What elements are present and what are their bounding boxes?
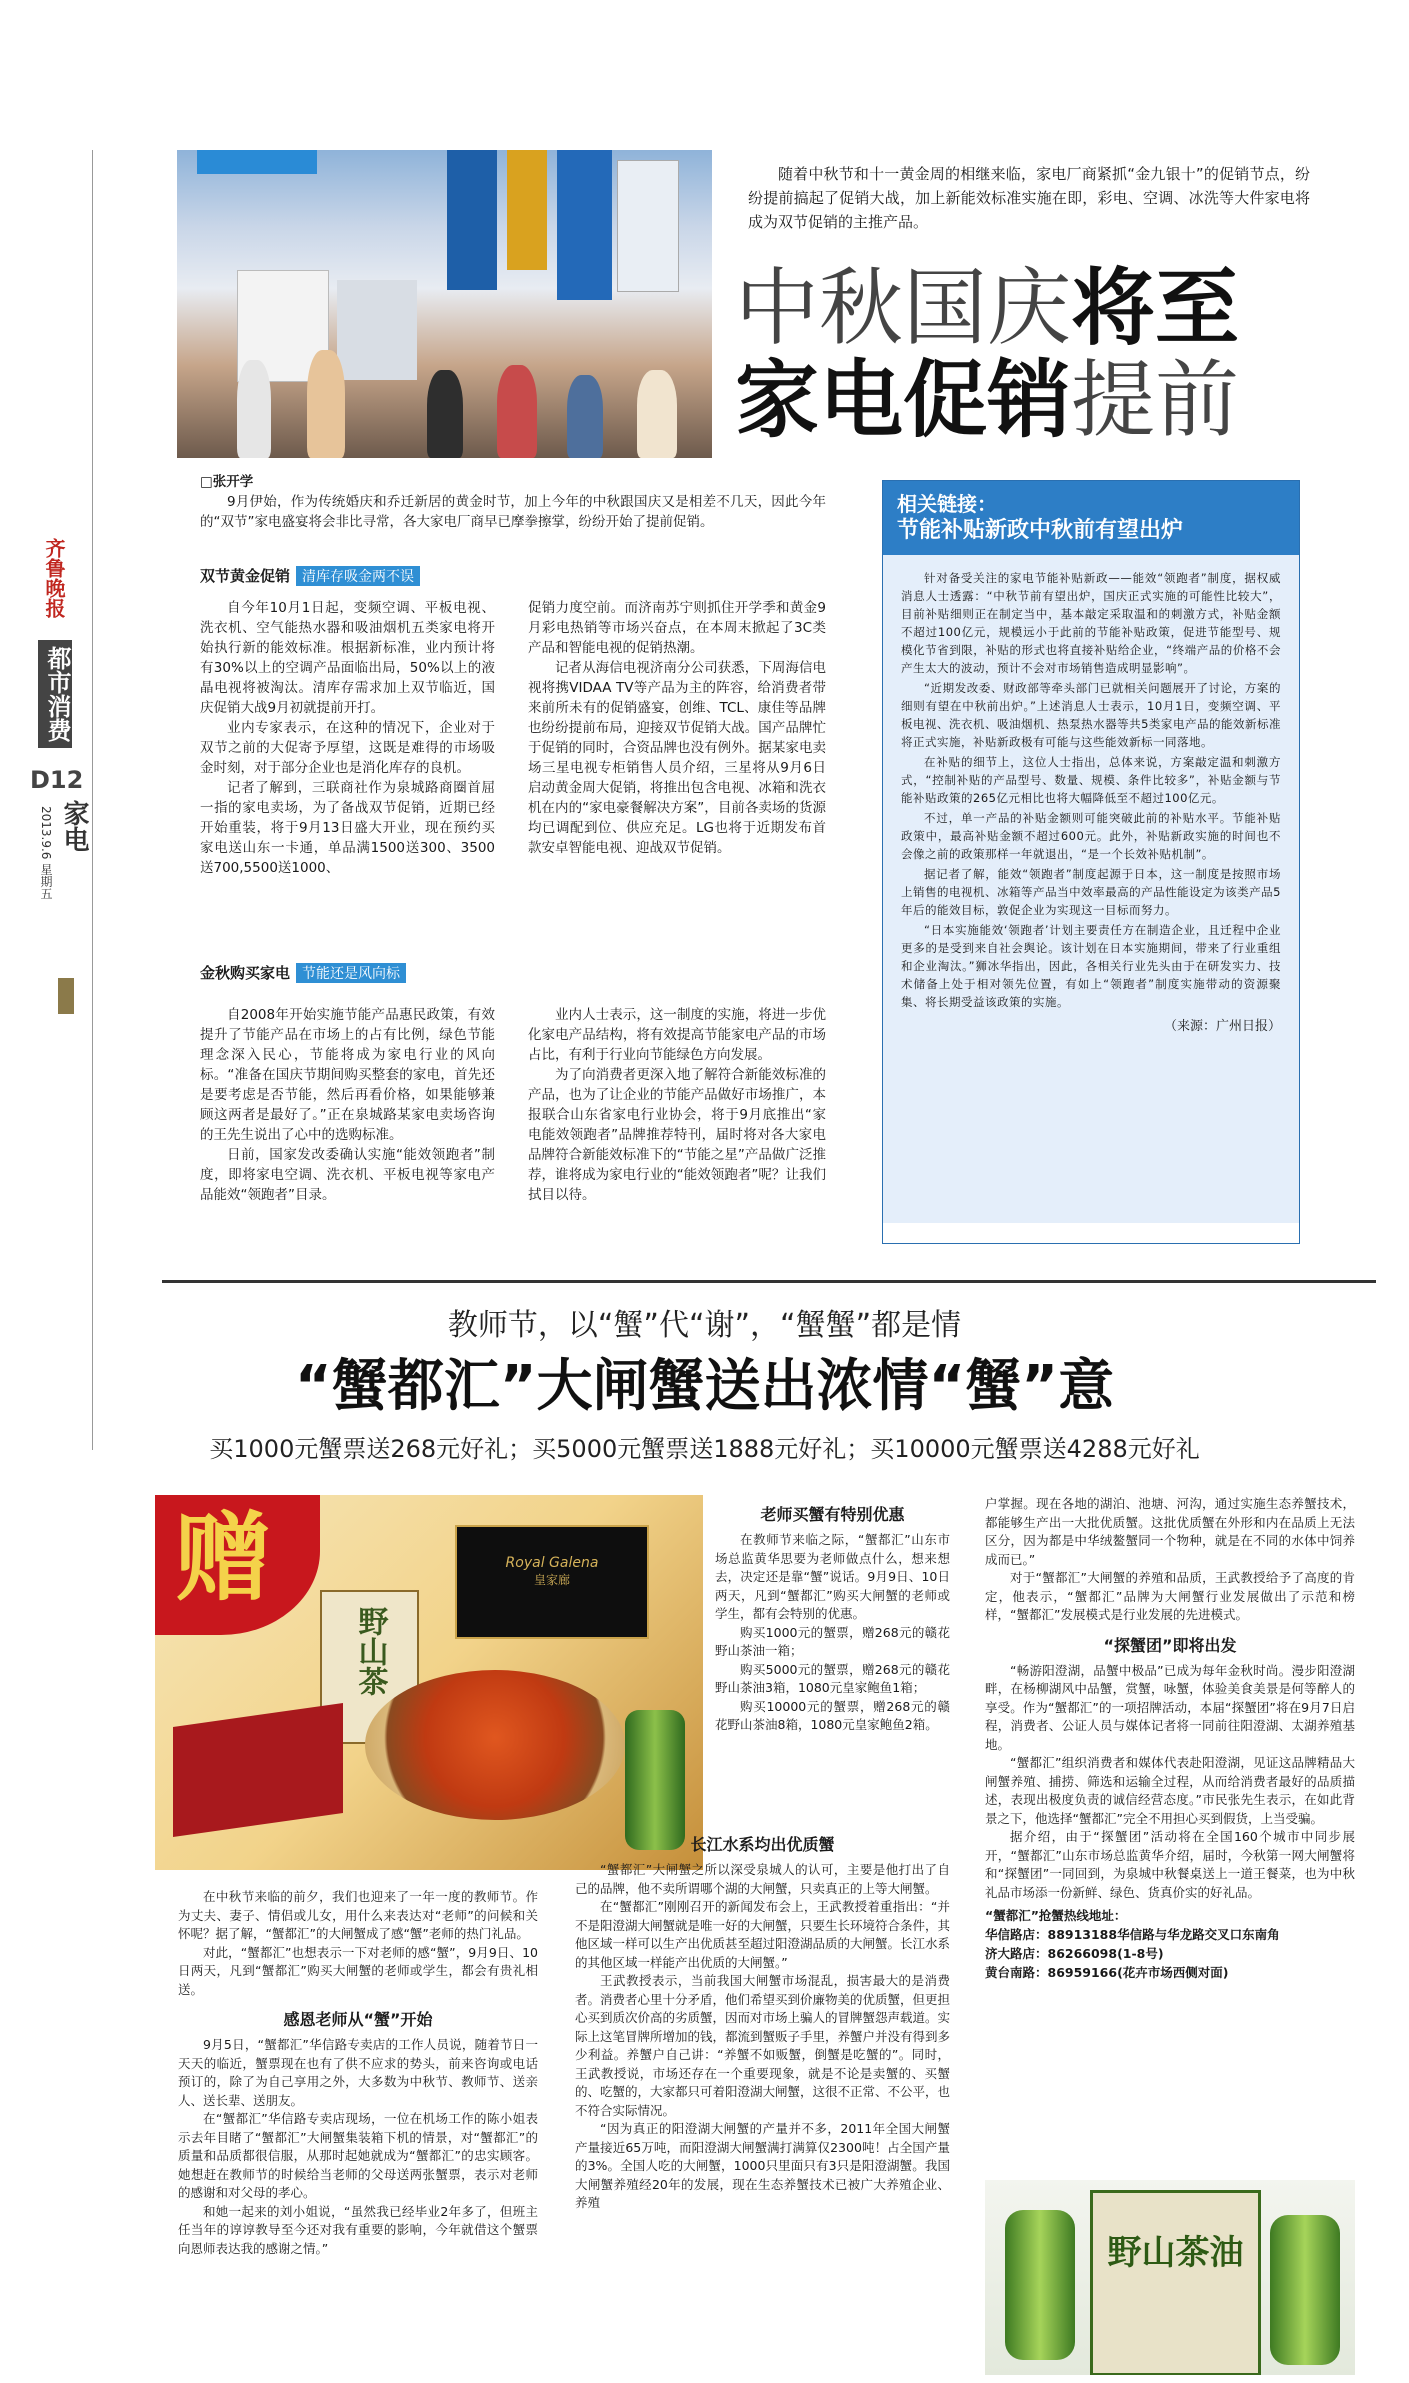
paragraph: 对于“蟹都汇”大闸蟹的养殖和品质，王武教授给予了高度的肯定，他表示，“蟹都汇”品牌为大闸蟹行业发展做出了示范和榜样，“蟹都汇”发展模式是行业发展的先进模式。 <box>985 1570 1355 1622</box>
paragraph: “蟹都汇”组织消费者和媒体代表赴阳澄湖，见证这品牌精品大闸蟹养殖、捕捞、筛选和运输全过程，从而给消费者最好的品质描述，表现出极度负责的诚信经营态度。”市民张先生表示，在如此背景之下，他选择“蟹都汇”完全不用担心买到假货，上当受骗。 <box>985 1755 1355 1826</box>
paragraph: 自2008年开始实施节能产品惠民政策，有效提升了节能产品在市场上的占有比例，绿色节能理念深入民心，节能将成为家电行业的风向标。“准备在国庆节期间购买整套的家电，首先还是要考虑是否节能，然后再看价格，如果能够兼顾这两者是最好了。”正在泉城路某家电卖场咨询的王先生说出了心中的选购标准。 <box>200 1007 495 1143</box>
article2-deck: 买1000元蟹票送268元好礼；买5000元蟹票送1888元好礼；买10000元蟹票送4288元好礼 <box>209 1435 1200 1463</box>
sidebar-title: 相关链接： <box>897 492 997 516</box>
brand-name: Royal Galena <box>505 1555 599 1571</box>
paragraph: 记者从海信电视济南分公司获悉，下周海信电视将携VIDAA TV等产品为主的阵容，给消费者带来前所未有的促销盛宴，创维、TCL、康佳等品牌也纷纷提前布局，迎接双节促销大战。国产品牌忙于促销的同时，合资品牌也没有例外。据某家电卖场三星电视专柜销售人员介绍，三星将从9月6日启动黄金周大促销，将推出包含电视、冰箱和洗衣机在内的“家电豪餐解决方案”，目前各卖场的货源均已调配到位、供应充足。LG也将于近期发布首款安卓智能电视、迎战双节促销。 <box>528 660 826 856</box>
headline-line2-bold: 家电促销 <box>735 351 1072 449</box>
paragraph: 记者了解到，三联商社作为泉城路商圈首屈一指的家电卖场，为了备战双节促销，近期已经开始重装，将于9月13日盛大开业，现在预约买家电送山东一卡通，单品满1500送300、3500送700,5500送1000、 <box>200 780 495 876</box>
brand-name-cn: 皇家廊 <box>533 1573 570 1587</box>
article2-col3 <box>985 1495 1355 1982</box>
section-heading: 长江水系均出优质蟹 <box>690 1835 835 1854</box>
sidebar-header <box>883 481 1299 555</box>
headline-line2-light: 提前 <box>1071 351 1240 449</box>
paragraph: “蟹都汇”大闸蟹之所以深受泉城人的认可，主要是他打出了自己的品牌，他不卖所谓哪个湖的大闸蟹，只卖真正的上等大闸蟹。 <box>575 1862 950 1896</box>
paragraph: 在中秋节来临的前夕，我们也迎来了一年一度的教师节。作为丈夫、妻子、情侣或儿女，用什么来表达对“老师”的问候和关怀呢？据了解，“蟹都汇”的大闸蟹成了感“蟹”老师的热门礼品。 <box>178 1889 538 1941</box>
crab-plate <box>365 1670 625 1820</box>
masthead-vertical-rule <box>92 150 93 1450</box>
sidebar-source: （来源：广州日报） <box>1163 1019 1281 1034</box>
page-number: D12 <box>30 766 84 794</box>
paragraph: 购买10000元的蟹票，赠268元的赣花野山茶油8箱，1080元皇家鲍鱼2箱。 <box>715 1698 950 1732</box>
red-boxes <box>173 1703 343 1837</box>
sidebar-paragraph: 在补贴的细节上，这位人士指出，总体来说，方案敲定温和刺激方式，“控制补贴的产品型号、数量、规模、条件比较多”，补贴金额与节能补贴政策的265亿元相比也将大幅降低至不超过100亿元。 <box>901 755 1281 805</box>
section-heading: 老师买蟹有特别优惠 <box>760 1505 905 1524</box>
sidebar-subtitle: 节能补贴新政中秋前有望出炉 <box>897 518 1184 543</box>
headline-line1-bold: 将至 <box>1071 259 1240 357</box>
tea-oil-label: 野山茶 <box>352 1606 388 1696</box>
paragraph: 户掌握。现在各地的湖泊、池塘、河沟，通过实施生态养蟹技术，都能够生产出一大批优质蟹。这批优质蟹在外形和内在品质上无法区分，因为都是中华绒鳌蟹同一个物种，就是在不同的水体中饲养成而已。” <box>985 1496 1355 1567</box>
sidebar-paragraph: “日本实施能效‘领跑者’计划主要责任方在制造企业，且迁程中企业更多的是受到来自社会舆论。该计划在日本实施期间，带来了行业重组和企业淘汰。”狮冰华指出，因此，各相关行业先头由于在研发实力、技术储备上处于相对领先位置，有如上“领跑者”制度实施带动的资源聚集、将长期受益该政策的实施。 <box>901 923 1281 1009</box>
gift-box <box>455 1525 649 1639</box>
oil-box-label: 野山茶油 <box>1107 2233 1244 2273</box>
article2-col2-top <box>715 1502 950 1735</box>
headline-line1-light: 中秋国庆 <box>735 259 1072 357</box>
byline: □张开学 <box>200 474 254 490</box>
article1-intro: 9月伊始，作为传统婚庆和乔迁新居的黄金时节，加上今年的中秋跟国庆又是相差不几天，因此今年的“双节”家电盛宴将会非比寻常，各大家电厂商早已摩拳擦掌，纷纷开始了提前促销。 <box>200 494 826 530</box>
section-title: 都市消费 <box>38 640 72 748</box>
paragraph: 日前，国家发改委确认实施“能效领跑者”制度，即将家电空调、洗衣机、平板电视等家电产品能效“领跑者”目录。 <box>200 1147 495 1203</box>
paragraph: 促销力度空前。而济南苏宁则抓住开学季和黄金9月彩电热销等市场兴奋点，在本周末掀起了3C类产品和智能电视的促销热潮。 <box>528 600 826 656</box>
paragraph: 在“蟹都汇”华信路专卖店现场，一位在机场工作的陈小姐表示去年目睹了“蟹都汇”大闸蟹集装箱下机的情景，对“蟹都汇”的质量和品质都很信服，从那时起她就成为“蟹都汇”的忠实顾客。她想赶在教师节的时候给当老师的父母送两张蟹票，表示对老师的感谢和对父母的孝心。 <box>178 2111 538 2200</box>
masthead-marker <box>58 978 74 1014</box>
section-heading: 感恩老师从“蟹”开始 <box>283 2010 433 2029</box>
green-bottle <box>625 1710 685 1850</box>
tea-oil-ad <box>985 2180 1355 2375</box>
article1-col4 <box>528 1005 826 1205</box>
article2-kicker: 教师节，以“蟹”代“谢”，“蟹蟹”都是情 <box>447 1308 962 1343</box>
section-divider <box>162 1280 1376 1283</box>
sidebar-paragraph: 不过，单一产品的补贴金额则可能突破此前的补贴水平。节能补贴政策中，最高补贴金额不超过600元。此外，补贴新政实施的时间也不会像之前的政策那样一年就退出，“是一个长效补贴机制”。 <box>901 811 1281 861</box>
paragraph: 购买5000元的蟹票，赠268元的赣花野山茶油3箱，1080元皇家鲍鱼1箱； <box>715 1661 950 1695</box>
paragraph: 和她一起来的刘小姐说，“虽然我已经毕业2年多了，但班主任当年的谆谆教导至今还对我有重要的影响，今年就借这个蟹票向恩师表达我的感谢之情。” <box>178 2203 538 2256</box>
sidebar-paragraph: 针对备受关注的家电节能补贴新政——能效“领跑者”制度，据权威消息人士透露：“中秋节前有望出炉，国庆正式实施的可能性比较大”，目前补贴细则正在制定当中，基本敲定采取温和的刺激方式，补贴金额不超过100亿元，规模远小于此前的节能补贴政策，促进节能型号、规模化节省到限，补贴的形式也将直接补贴给企业，“终端产品的价格不会产生太大的波动，预计不会对市场销售造成明显影响”。 <box>901 571 1281 675</box>
issue-date: 2013.9.6 星期五 <box>39 806 53 900</box>
article1-col2 <box>528 598 826 858</box>
oil-gift-box <box>1090 2190 1261 2375</box>
oil-bottle-left <box>1005 2210 1075 2360</box>
paragraph: “因为真正的阳澄湖大闸蟹的产量并不多，2011年全国大闸蟹产量接近65万吨，而阳澄湖大闸蟹满打满算仅2300吨！占全国产量的3%。全国人吃的大闸蟹，1000只里面只有3只是阳澄湖蟹。我国大闸蟹养殖经20年的发展，现在生态养蟹技术已被广大养殖企业、养殖 <box>575 2121 950 2210</box>
section-heading: “探蟹团”即将出发 <box>1103 1635 1237 1655</box>
paragraph: 王武教授表示，当前我国大闸蟹市场混乱，损害最大的是消费者。消费者心里十分矛盾，他们希望买到价廉物美的优质蟹，但更担心买到质次价高的劣质蟹，因而对市场上骗人的冒牌蟹怨声载道。实际上这笔冒牌所增加的钱，都流到蟹贩子手里，养蟹户并没有得到多少利益。养蟹户自己讲：“养蟹不如贩蟹，倒蟹是吃蟹的”。同时，王武教授说，市场还存在一个重要现象，就是不论是卖蟹的、买蟹的、吃蟹的，大家都只可着阳澄湖大闸蟹，这很不正常、不公平，也不符合实际情况。 <box>575 1973 951 2118</box>
oil-bottle-right <box>1270 2215 1340 2365</box>
paragraph: 业内专家表示，在这种的情况下，企业对于双节之前的大促寄予厚望，这既是难得的市场吸金时刻，对于部分企业也是消化库存的良机。 <box>200 720 495 776</box>
paragraph: 对此，“蟹都汇”也想表示一下对老师的感“蟹”，9月9日、10日两天，凡到“蟹都汇”购买大闸蟹的老师或学生，都会有贵礼相送。 <box>178 1944 538 1997</box>
sidebar-paragraph: “近期发改委、财政部等牵头部门已就相关问题展开了讨论，方案的细则有望在中秋前出炉。”上述消息人士表示，10月1日，变频空调、平板电视、洗衣机、吸油烟机、热泵热水器等共5类家电产品的能效新标准将正式实施，补贴新政极有可能与这些能效新标一同落地。 <box>901 681 1281 749</box>
paragraph: 业内人士表示，这一制度的实施，将进一步优化家电产品结构，将有效提高节能家电产品的市场占比，有利于行业向节能绿色方向发展。 <box>528 1007 826 1063</box>
subhead-energy-saving: 金秋购买家电 节能还是风向标 <box>200 962 406 983</box>
subhead-tag: 清库存吸金两不误 <box>296 566 420 586</box>
article1-col1 <box>200 598 495 878</box>
sidebar-body <box>883 555 1299 1223</box>
paragraph: 在教师节来临之际，“蟹都汇”山东市场总监黄华思要为老师做点什么，想来想去，决定还是靠“蟹”说话。9月9日、10日两天，凡到“蟹都汇”购买大闸蟹的老师或学生，都有会特别的优惠。 <box>715 1532 950 1621</box>
paragraph: 据介绍，由于“探蟹团”活动将在全国160个城市中同步展开，“蟹都汇”山东市场总监黄华介绍，届时，今秋第一网大闸蟹将和“探蟹团”一同回到，为泉城中秋餐桌送上一道王餐菜，也为中秋礼品市场添一份新鲜、绿色、货真价实的好礼品。 <box>985 1829 1355 1900</box>
hotline-item: 黄台南路：86959166(花卉市场西侧对面) <box>985 1965 1229 1980</box>
hotline-item: 华信路店：88913188华信路与华龙路交叉口东南角 <box>985 1927 1280 1942</box>
article1-col3 <box>200 1005 495 1205</box>
article1-lead: 随着中秋节和十一黄金周的相继来临，家电厂商紧抓“金九银十”的促销节点，纷纷提前搞起了促销大战，加上新能效标准实施在即，彩电、空调、冰洗等大件家电将成为双节促销的主推产品。 <box>748 165 1310 231</box>
article2-col2 <box>575 1832 950 2213</box>
column-name: 家电 <box>59 800 89 852</box>
newspaper-logo: 齐鲁晚报 <box>42 538 66 618</box>
sidebar-paragraph: 据记者了解，能效“领跑者”制度起源于日本，这一制度是按照市场上销售的电视机、冰箱等产品当中效率最高的产品性能设定为该类产品5年后的能效目标，敦促企业为实现这一目标而努力。 <box>901 867 1281 917</box>
paragraph: 9月5日，“蟹都汇”华信路专卖店的工作人员说，随着节日一天天的临近，蟹票现在也有了供不应求的势头，前来咨询或电话预订的，除了为自己享用之外，大多数为中秋节、教师节、送亲人、送长辈、送朋友。 <box>178 2037 538 2108</box>
subhead-double-festival: 双节黄金促销 清库存吸金两不误 <box>200 565 420 586</box>
subhead-tag: 节能还是风向标 <box>296 963 406 983</box>
zeng-character: 赠 <box>175 1501 271 1614</box>
masthead <box>30 538 89 1028</box>
article1-headline <box>735 259 1355 449</box>
crab-gift-ad <box>155 1495 703 1870</box>
paragraph: 购买1000元的蟹票，赠268元的赣花野山茶油一箱； <box>715 1624 950 1658</box>
hotline-title: “蟹都汇”抢蟹热线地址： <box>985 1908 1127 1923</box>
related-link-sidebar <box>882 480 1300 1244</box>
paragraph: 自今年10月1日起，变频空调、平板电视、洗衣机、空气能热水器和吸油烟机五类家电将开始执行新的能效标准。根据新标准，业内预计将有30%以上的空调产品面临出局，50%以上的液晶电视将被淘汰。清库存需求加上双节临近，国庆促销大战9月初就提前开打。 <box>200 600 495 716</box>
article2-col1 <box>178 1888 538 2258</box>
paragraph: 在“蟹都汇”刚刚召开的新闻发布会上，王武教授着重指出：“并不是阳澄湖大闸蟹就是唯一好的大闸蟹，只要生长环境符合条件，其他区域一样可以生产出优质甚至超过阳澄湖品质的大闸蟹。长江水系的其他区域一样能产出优质的大闸蟹。” <box>575 1899 951 1970</box>
store-photo <box>177 150 712 458</box>
article2-headline: “蟹都汇”大闸蟹送出浓情“蟹”意 <box>294 1354 1115 1419</box>
paragraph: 为了向消费者更深入地了解符合新能效标准的产品，也为了让企业的节能产品做好市场推广，本报联合山东省家电行业协会，将于9月底推出“家电能效领跑者”品牌推荐特刊，届时将对各大家电品牌符合新能效标准下的“节能之星”产品做广泛推荐，谁将成为家电行业的“能效领跑者”呢？让我们拭目以待。 <box>528 1067 826 1203</box>
hotline-item: 济大路店：86266098(1-8号) <box>985 1946 1164 1961</box>
paragraph: “畅游阳澄湖，品蟹中极品”已成为每年金秋时尚。漫步阳澄湖畔，在杨柳湖风中品蟹，赏蟹，咏蟹，体验美食美景是何等醉人的享受。作为“蟹都汇”的一项招牌活动，本届“探蟹团”将在9月7日启程，消费者、公证人员与媒体记者将一同前往阳澄湖、太湖养殖基地。 <box>985 1662 1355 1752</box>
